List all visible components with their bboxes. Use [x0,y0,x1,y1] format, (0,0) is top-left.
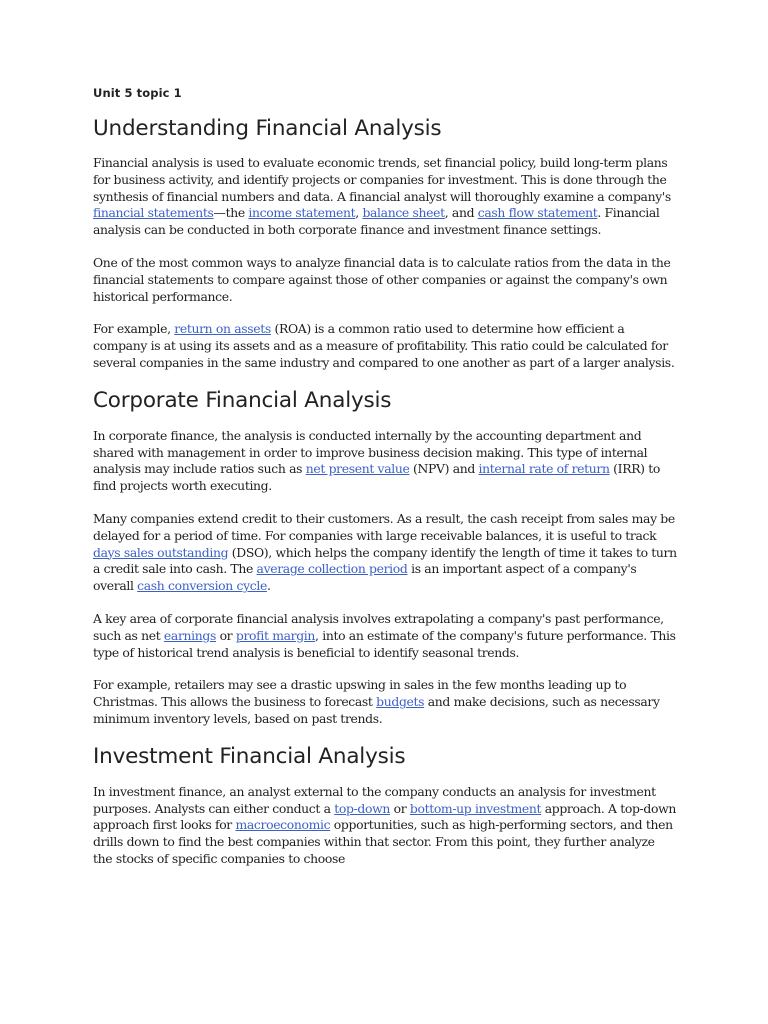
hyperlink[interactable]: profit margin [235,627,316,643]
paragraph [93,321,677,371]
text-run: or [390,800,410,816]
paragraph [93,428,677,495]
text-run: A key area of corporate financial analysis involves extrapolating a company's past performance, such as net [93,610,664,643]
paragraph [93,155,677,239]
hyperlink[interactable]: bottom-up investment [409,800,542,816]
paragraph [93,784,677,868]
text-run: , into an estimate of the company's future performance. This type of historical trend analysis is beneficial to identify seasonal trends. [93,627,676,660]
paragraph [93,511,677,595]
section-heading: Investment Financial Analysis [93,743,406,769]
text-run: Financial analysis is used to evaluate economic trends, set financial policy, build long-term plans for business activity, and identify projects or companies for investment. This is done through the synthesis of financial numbers and data. A financial analyst will thoroughly examine a company's [93,155,671,204]
text-run: (ROA) is a common ratio used to determine how efficient a company is at using its assets and as a measure of profitability. This ratio could be calculated for several companies in the same industry and compared to one another as part of a larger analysis. [93,321,675,370]
paragraph [93,611,677,661]
text-run: —the [213,205,249,221]
hyperlink[interactable]: income statement [248,205,356,221]
text-run: For example, [93,321,175,337]
section-heading: Understanding Financial Analysis [93,116,442,141]
unit-label: Unit 5 topic 1 [93,86,182,100]
text-run: or [215,627,236,643]
hyperlink[interactable]: earnings [163,627,216,643]
text-run: In investment finance, an analyst external to the company conducts an analysis for investment purposes. Analysts can either conduct a [93,783,656,816]
paragraph [93,677,677,727]
hyperlink[interactable]: macroeconomic [235,817,331,833]
text-run: approach. A top-down approach first looks for [93,800,676,833]
hyperlink[interactable]: cash conversion cycle [137,578,267,594]
text-run: In corporate finance, the analysis is conducted internally by the accounting department and shared with management in order to improve business decision making. This type of internal analysis may include ratios such as [93,427,648,477]
text-run: Many companies extend credit to their customers. As a result, the cash receipt from sales may be delayed for a period of time. For companies with large receivable balances, it is useful to track [93,510,675,543]
paragraph [93,255,677,305]
text-run: opportunities, such as high-performing sectors, and then drills down to find the best companies within that sector. From this point, they further analyze the stocks of specific companies to choose [93,817,673,866]
hyperlink[interactable]: cash flow statement [477,205,598,221]
hyperlink[interactable]: days sales outstanding [93,544,229,560]
hyperlink[interactable]: net present value [305,461,410,477]
hyperlink[interactable]: budgets [376,694,425,710]
document-body [93,116,677,868]
text-run: . Financial analysis can be conducted in both corporate finance and investment finance settings. [93,205,660,238]
text-run: (DSO), which helps the company identify the length of time it takes to turn a credit sale into cash. The [93,544,677,577]
section-heading: Corporate Financial Analysis [93,387,392,413]
hyperlink[interactable]: average collection period [256,561,408,577]
hyperlink[interactable]: return on assets [174,321,271,337]
text-run: . [266,578,271,594]
text-run: and make decisions, such as necessary minimum inventory levels, based on past trends. [93,694,660,726]
document-page [93,86,677,884]
text-run: , [355,205,363,221]
hyperlink[interactable]: internal rate of return [478,461,610,477]
text-run: (IRR) to find projects worth executing. [93,461,660,494]
text-run: (NPV) and [409,461,479,477]
text-run: , and [444,205,478,221]
text-run: For example, retailers may see a drastic upswing in sales in the few months leading up to Christmas. This allows the business to forecast [93,677,627,710]
hyperlink[interactable]: financial statements [93,205,214,221]
hyperlink[interactable]: top-down [334,800,390,816]
hyperlink[interactable]: balance sheet [362,205,445,221]
text-run: One of the most common ways to analyze financial data is to calculate ratios from the data in the financial statements to compare against those of other companies or against the company's own historical performance. [93,254,671,304]
text-run: is an important aspect of a company's overall [93,561,637,594]
